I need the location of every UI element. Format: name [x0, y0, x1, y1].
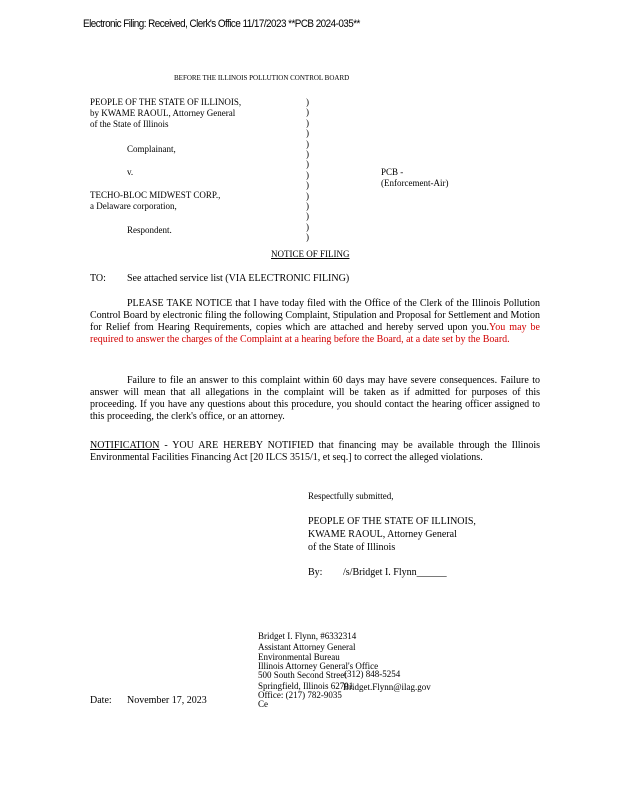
attorney-address2: Springfield, Illinois 62701	[258, 681, 354, 691]
paren: )	[306, 180, 309, 191]
signature-party-line3: of the State of Illinois	[308, 542, 396, 553]
paren: )	[306, 232, 309, 243]
paren: )	[306, 169, 309, 180]
attorney-office-phone: Office: (217) 782-9035	[258, 690, 342, 700]
complainant-label: Complainant,	[127, 144, 176, 154]
attorney-email: Bridget.Flynn@ilag.gov	[343, 682, 431, 692]
paren: )	[306, 159, 309, 170]
to-label: TO:	[90, 273, 106, 284]
failure-warning-paragraph: Failure to file an answer to this complaint within 60 days may have severe consequences. Failure to answer will mean that all allegations in the complaint will be taken as if admitted for purposes of this proceeding. If you have any questions about this procedure, you should contact the hearing officer assigned to this proceeding, the clerk's office, or an attorney.	[90, 375, 540, 422]
respondent-label: Respondent.	[127, 225, 172, 235]
paren: )	[306, 97, 309, 107]
by-label: By:	[308, 567, 323, 578]
attorney-address1: 500 South Second Street	[258, 670, 347, 680]
attorney-cell-fragment: Ce	[258, 699, 268, 709]
efiling-stamp: Electronic Filing: Received, Clerk's Office 11/17/2023 **PCB 2024-035**	[83, 18, 360, 30]
paren: )	[306, 128, 309, 139]
paren: )	[306, 117, 309, 128]
signature-party-line2: KWAME RAOUL, Attorney General	[308, 529, 457, 540]
signature-party-line1: PEOPLE OF THE STATE OF ILLINOIS,	[308, 516, 476, 527]
signature-line: /s/Bridget I. Flynn______	[343, 567, 447, 578]
attorney-name: Bridget I. Flynn, #6332314	[258, 631, 357, 641]
paren: )	[306, 107, 309, 118]
versus-label: v.	[127, 167, 134, 177]
caption-parentheses	[306, 97, 309, 242]
plaintiff-name: PEOPLE OF THE STATE OF ILLINOIS,	[90, 97, 242, 107]
notification-paragraph	[90, 440, 540, 464]
notice-text: PLEASE TAKE NOTICE that I have today filed with the Office of the Clerk of the Illinois Pollution Control Board by electronic filing the following Complaint, Stipulation and Proposal for Settlement and Motion for Relief from Hearing Requirements, copies which are attached and hereby served upon you.	[90, 298, 540, 333]
to-recipients: See attached service list (VIA ELECTRONIC FILING)	[127, 273, 350, 284]
notification-text: - YOU ARE HEREBY NOTIFIED that financing may be available through the Illinois Environmental Facilities Financing Act [20 ILCS 3515/1, et seq.] to correct the alleged violations.	[90, 440, 540, 463]
defendant-name: TECHO-BLOC MIDWEST CORP.,	[90, 190, 221, 200]
date-value: November 17, 2023	[127, 695, 207, 706]
attorney-title: Assistant Attorney General	[258, 642, 356, 652]
notice-title: NOTICE OF FILING	[271, 249, 350, 259]
paren: )	[306, 148, 309, 159]
plaintiff-attorney-general: by KWAME RAOUL, Attorney General	[90, 108, 236, 118]
notice-paragraph	[90, 298, 540, 346]
closing: Respectfully submitted,	[308, 491, 394, 501]
board-title: BEFORE THE ILLINOIS POLLUTION CONTROL BOARD	[174, 74, 350, 82]
date-label: Date:	[90, 695, 112, 706]
hearing-warning: You may be required to answer the charges of the Complaint at a hearing before the Board, at a date set by the Board.	[90, 322, 540, 345]
paren: )	[306, 221, 309, 232]
attorney-bureau: Environmental Bureau	[258, 652, 340, 662]
notification-label: NOTIFICATION	[90, 440, 160, 451]
case-type: (Enforcement-Air)	[381, 178, 449, 188]
paren: )	[306, 190, 309, 201]
attorney-cell-phone: (312) 848-5254	[344, 669, 401, 679]
case-number: PCB -	[381, 167, 404, 177]
plaintiff-state: of the State of Illinois	[90, 119, 169, 129]
paren: )	[306, 200, 309, 211]
attorney-office: Illinois Attorney General's Office	[258, 661, 379, 671]
paren: )	[306, 138, 309, 149]
defendant-description: a Delaware corporation,	[90, 201, 177, 211]
paren: )	[306, 211, 309, 222]
